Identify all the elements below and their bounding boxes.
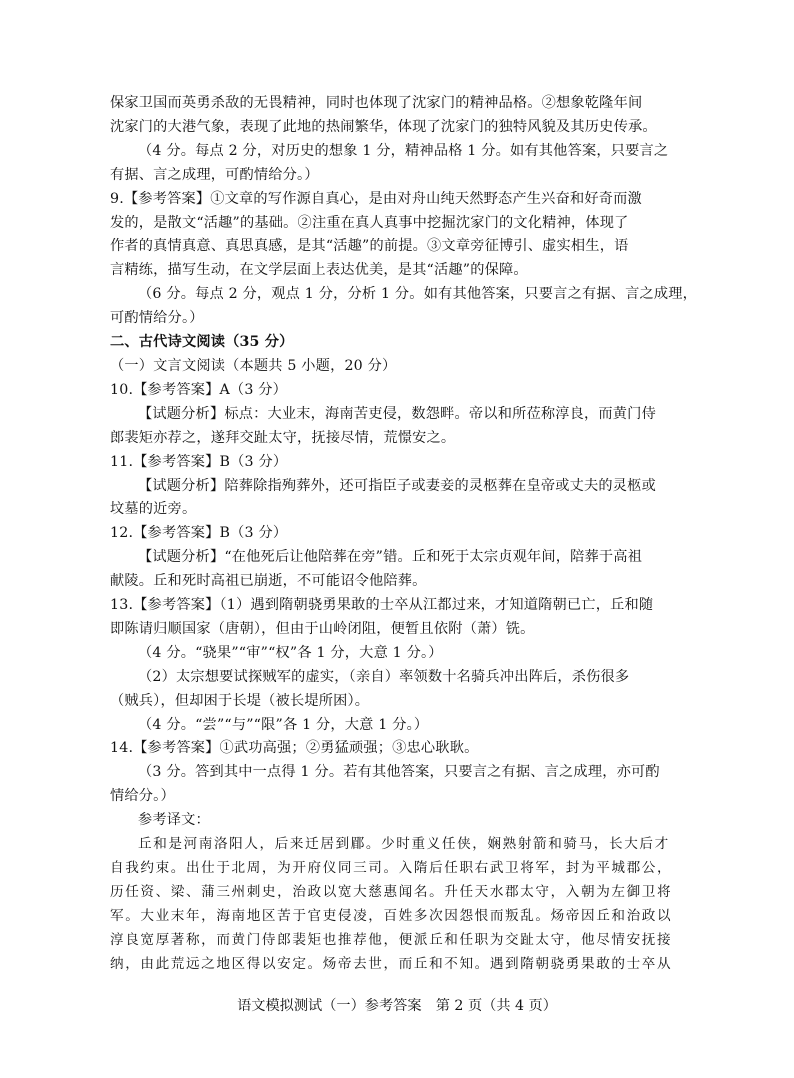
text-line: （贼兵），但却困于长堤（被长堤所困）。 <box>110 692 370 709</box>
translation-line: 军。大业末年，海南地区苦于官吏侵凌，百姓多次因怨恨而叛乱。炀帝因丘和治政以 <box>110 907 673 924</box>
text-line: （4 分。“尝”“与”“限”各 1 分，大意 1 分。） <box>138 716 429 733</box>
question-9-answer: 9.【参考答案】①文章的写作源自真心，是由对舟山纯天然野态产生兴奋和好奇而激 <box>110 190 642 207</box>
text-line: 【试题分析】“在他死后让他陪葬在旁”错。丘和死于太宗贞观年间，陪葬于高祖 <box>138 549 643 566</box>
section-heading: 二、古代诗文阅读（35 分） <box>110 334 294 351</box>
translation-line: 丘和是河南洛阳人，后来迁居到郿。少时重义任侠，娴熟射箭和骑马，长大后才 <box>138 836 670 853</box>
translation-line: 自我约束。出仕于北周，为开府仪同三司。入隋后任职右武卫将军，封为平城郡公， <box>110 860 673 876</box>
text-line: 保家卫国而英勇杀敌的无畏精神，同时也体现了沈家门的精神品格。②想象乾隆年间 <box>110 95 643 111</box>
text-line: （4 分。“骁果”“审”“权”各 1 分，大意 1 分。） <box>138 644 443 661</box>
text-line: 【试题分析】标点：大业末，海南苦吏侵，数怨畔。帝以和所莅称淳良，而黄门侍 <box>138 405 656 422</box>
question-12-answer: 12.【参考答案】B（3 分） <box>110 525 288 542</box>
text-line: 【试题分析】陪葬除指殉葬外，还可指臣子或妻妾的灵柩葬在皇帝或丈夫的灵柩或 <box>138 477 656 494</box>
text-line: （6 分。每点 2 分，观点 1 分，分析 1 分。如有其他答案，只要言之有据、言之成理， <box>138 286 698 303</box>
text-line: 沈家门的大港气象，表现了此地的热闹繁华，体现了沈家门的独特风貌及其历史传承。 <box>110 118 657 135</box>
text-line: 可酌情给分。） <box>110 310 204 327</box>
text-line: 情给分。） <box>110 788 175 805</box>
question-13-answer: 13.【参考答案】（1）遇到隋朝骁勇果敢的士卒从江都过来，才知道隋朝已亡，丘和随 <box>110 597 654 614</box>
text-line: （4 分。每点 2 分，对历史的想象 1 分，精神品格 1 分。如有其他答案，只要言之 <box>138 142 669 159</box>
text-line: 发的，是散文“活趣”的基础。②注重在真人真事中挖掘沈家门的文化精神，体现了 <box>110 214 629 231</box>
translation-line: 历任资、梁、蒲三州刺史，治政以宽大慈惠闻名。升任天水郡太守，入朝为左御卫将 <box>110 883 673 900</box>
question-14-answer: 14.【参考答案】①武功高强；②勇猛顽强；③忠心耿耿。 <box>110 740 479 757</box>
text-line: 即陈请归顺国家（唐朝），但由于山岭闭阻，便暂且依附（萧）铣。 <box>110 620 535 637</box>
translation-line: 淳良宽厚著称，而黄门侍郎裴矩也推荐他，便派丘和任职为交趾太守，他尽情安抚接 <box>110 931 673 948</box>
text-line: 献陵。丘和死时高祖已崩逝，不可能诏令他陪葬。 <box>110 573 427 590</box>
text-line: 坟墓的近旁。 <box>110 501 197 518</box>
subsection-heading: （一）文言文阅读（本题共 5 小题，20 分） <box>110 357 397 374</box>
question-10-answer: 10.【参考答案】A（3 分） <box>110 381 288 398</box>
translation-heading: 参考译文： <box>138 812 210 829</box>
text-line: 言精练，描写生动，在文学层面上表达优美，是其“活趣”的保障。 <box>110 262 528 279</box>
page-footer: 语文模拟测试（一）参考答案 第 2 页（共 4 页） <box>237 998 557 1014</box>
text-line: （2）太宗想要试探贼军的虚实，（亲自）率领数十名骑兵冲出阵后，杀伤很多 <box>138 668 630 685</box>
question-11-answer: 11.【参考答案】B（3 分） <box>110 453 288 470</box>
text-line: （3 分。答到其中一点得 1 分。若有其他答案，只要言之有据、言之成理，亦可酌 <box>138 764 660 781</box>
answer-content <box>110 92 698 977</box>
text-line: 有据、言之成理，可酌情给分。） <box>110 166 319 183</box>
translation-line: 纳，由此荒远之地区得以安定。炀帝去世，而丘和不知。遇到隋朝骁勇果敢的士卒从 <box>110 955 673 972</box>
text-line: 郎裴矩亦荐之，遂拜交趾太守，抚接尽情，荒憬安之。 <box>110 429 456 446</box>
text-line: 作者的真情真意、真思真感，是其“活趣”的前提。③文章旁征博引、虚实相生，语 <box>110 238 629 255</box>
